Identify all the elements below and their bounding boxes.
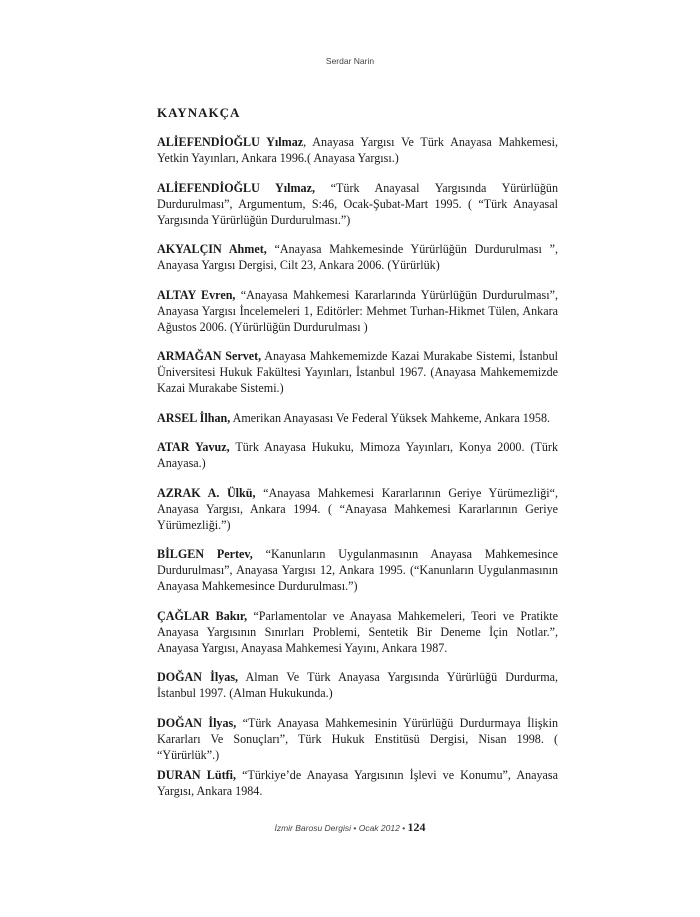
entry-text: “Anayasa Mahkemesinde Yürürlüğün Durdurulması ”, Anayasa Yargısı Dergisi, Cilt 23, Ankara 2006. (Yürürlük) [157,242,558,272]
entry-text: Türk Anayasa Hukuku, Mimoza Yayınları, Konya 2000. (Türk Anayasa.) [157,440,558,470]
entry-author: ALİEFENDİOĞLU Yılmaz, [157,180,315,195]
entry-author: ARMAĞAN Servet, [157,349,262,363]
entry-author: ARSEL İlhan, [157,410,231,425]
bibliography-entry [157,767,558,799]
entry-text: “Anayasa Mahkemesi Kararlarının Geriye Yürümezliği“, Anayasa Yargısı, Ankara 1994. ( “Anayasa Mahkemesi Kararlarının Geriye Yürümezliği.”) [157,485,558,532]
entry-author: ÇAĞLAR Bakır, [157,608,248,623]
footer-separator: • [399,823,408,833]
entry-author: ATAR Yavuz, [157,440,230,454]
bibliography-entry [157,439,558,471]
bibliography-entry [157,546,558,594]
entry-text: , Anayasa Yargısı Ve Türk Anayasa Mahkemesi, Yetkin Yayınları, Ankara 1996.( Anayasa Yargısı.) [157,135,558,165]
bibliography-entry [157,241,558,273]
entry-text: Alman Ve Türk Anayasa Yargısında Yürürlüğü Durdurma, İstanbul 1997. (Alman Hukukunda.) [157,670,558,700]
journal-name: İzmir Barosu Dergisi [274,823,351,833]
entry-text: “Anayasa Mahkemesi Kararlarında Yürürlüğün Durdurulması”, Anayasa Yargısı İncelemeleri 1, Editörler: Mehmet Turhan-Hikmet Tülen, Ankara Ağustos 2006. (Yürürlüğün Durdurulması ) [157,287,559,334]
page-number: 124 [407,820,426,834]
issue-date: Ocak 2012 [358,823,400,833]
bibliography-entry [157,348,558,396]
bibliography-entry [157,180,558,228]
entry-author: ALTAY Evren, [157,287,236,302]
entry-author: DURAN Lütfi, [157,767,237,782]
section-heading: KAYNAKÇA [157,105,241,120]
entry-text: Amerikan Anayasası Ve Federal Yüksek Mahkeme, Ankara 1958. [230,410,551,425]
bibliography-entry [157,134,558,166]
entry-text: “Türk Anayasal Yargısında Yürürlüğün Durdurulması”, Argumentum, S:46, Ocak-Şubat-Mart 1995. ( “Türk Anayasal Yargısında Yürürlüğün Durdurulması.”) [157,180,559,227]
entry-text: “Türk Anayasa Mahkemesinin Yürürlüğü Durdurmaya İlişkin Kararları Ve Sonuçları”, Türk Hukuk Enstitüsü Dergisi, Nisan 1998. ( “Yürürlük”.) [157,715,558,762]
entry-text: Anayasa Mahkememizde Kazai Murakabe Sistemi, İstanbul Üniversitesi Hukuk Fakültesi Yayınları, İstanbul 1967. (Anayasa Mahkememizde Kazai Murakabe Sistemi.) [157,349,558,395]
bibliography-entry [157,608,558,656]
entry-author: BİLGEN Pertev, [157,547,253,561]
bibliography-entry [157,715,558,763]
running-head: Serdar Narin [325,56,375,66]
entry-text: “Türkiye’de Anayasa Yargısının İşlevi ve Konumu”, Anayasa Yargısı, Ankara 1984. [157,767,558,798]
page-footer [0,818,700,836]
bibliography-entry [157,669,558,701]
entry-author: DOĞAN İlyas, [157,715,237,730]
footer-separator: • [351,823,359,833]
entry-text: “Kanunların Uygulanmasının Anayasa Mahkemesince Durdurulması”, Anayasa Yargısı 12, Ankara 1995. (“Kanunların Uygulanmasının Anayasa Mahkemesince Durdurulması.”) [157,547,558,593]
bibliography-entry [157,287,558,335]
bibliography-entry [157,485,558,533]
entry-text: “Parlamentolar ve Anayasa Mahkemeleri, Teori ve Pratikte Anayasa Yargısının Sınırları Problemi, Sentetik Bir Deneme İçin Notlar.”, Anayasa Yargısı, Anayasa Mahkemesi Yayını, Ankara 1987. [157,608,558,655]
entry-author: ALİEFENDİOĞLU Yılmaz [157,135,304,149]
entry-author: AKYALÇIN Ahmet, [157,242,267,256]
entry-author: AZRAK A. Ülkü, [157,485,256,500]
bibliography-entry [157,410,558,426]
bibliography [157,105,558,812]
entry-author: DOĞAN İlyas, [157,670,239,684]
